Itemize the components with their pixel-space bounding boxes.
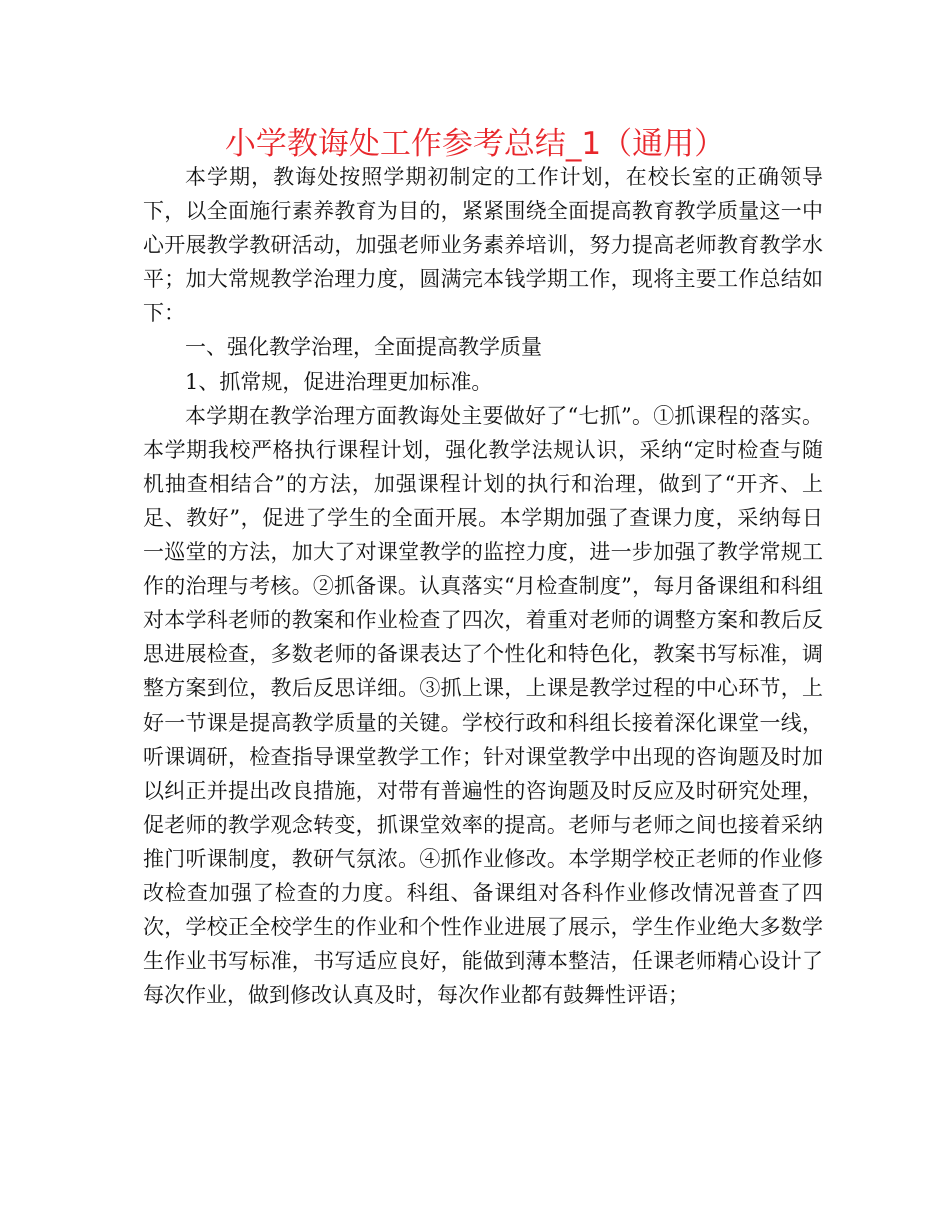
section-heading: 一、强化教学治理，全面提高教学质量 <box>185 335 542 360</box>
paragraph-seven-focuses: 本学期在教学治理方面教诲处主要做好了“七抓”。①抓课程的落实。本学期我校严格执行课程计划，强化教学法规认识，采纳“定时检查与随机抽查相结合”的方法，加强课程计划的执行和治理，做到了“开齐、上足、教好”，促进了学生的全面开展。本学期加强了查课力度，采纳每日一巡堂的方法，加大了对课堂教学的监控力度，进一步加强了教学常规工作的治理与考核。②抓备课。认真落实“月检查制度”，每月备课组和科组对本学科老师的教案和作业检查了四次，着重对老师的调整方案和教后反思进展检查，多数老师的备课表达了个性化和特色化，教案书写标准，调整方案到位，教后反思详细。③抓上课，上课是教学过程的中心环节，上好一节课是提高教学质量的关键。学校行政和科组长接着深化课堂一线，听课调研，检查指导课堂教学工作；针对课堂教学中出现的咨询题及时加以纠正并提出改良措施，对带有普遍性的咨询题及时反应及时研究处理，促老师的教学观念转变，抓课堂效率的提高。老师与老师之间也接着采纳推门听课制度，教研气氛浓。④抓作业修改。本学期学校正老师的作业修改检查加强了检查的力度。科组、备课组对各科作业修改情况普查了四次，学校正全校学生的作业和个性作业进展了展示，学生作业绝大多数学生作业书写标准，书写适应良好，能做到薄本整洁，任课老师精心设计了每次作业，做到修改认真及时，每次作业都有鼓舞性评语； <box>143 403 823 1008</box>
subsection-heading: 1、抓常规，促进治理更加标准。 <box>185 369 493 394</box>
document-body <box>143 160 823 1012</box>
paragraph-intro: 本学期，教诲处按照学期初制定的工作计划，在校长室的正确领导下，以全面施行素养教育为目的，紧紧围绕全面提高教育教学质量这一中心开展教学教研活动，加强老师业务素养培训，努力提高老师教育教学水平；加大常规教学治理力度，圆满完本钱学期工作，现将主要工作总结如下： <box>143 165 823 326</box>
document-title: 小学教诲处工作参考总结_1（通用） <box>224 126 726 162</box>
